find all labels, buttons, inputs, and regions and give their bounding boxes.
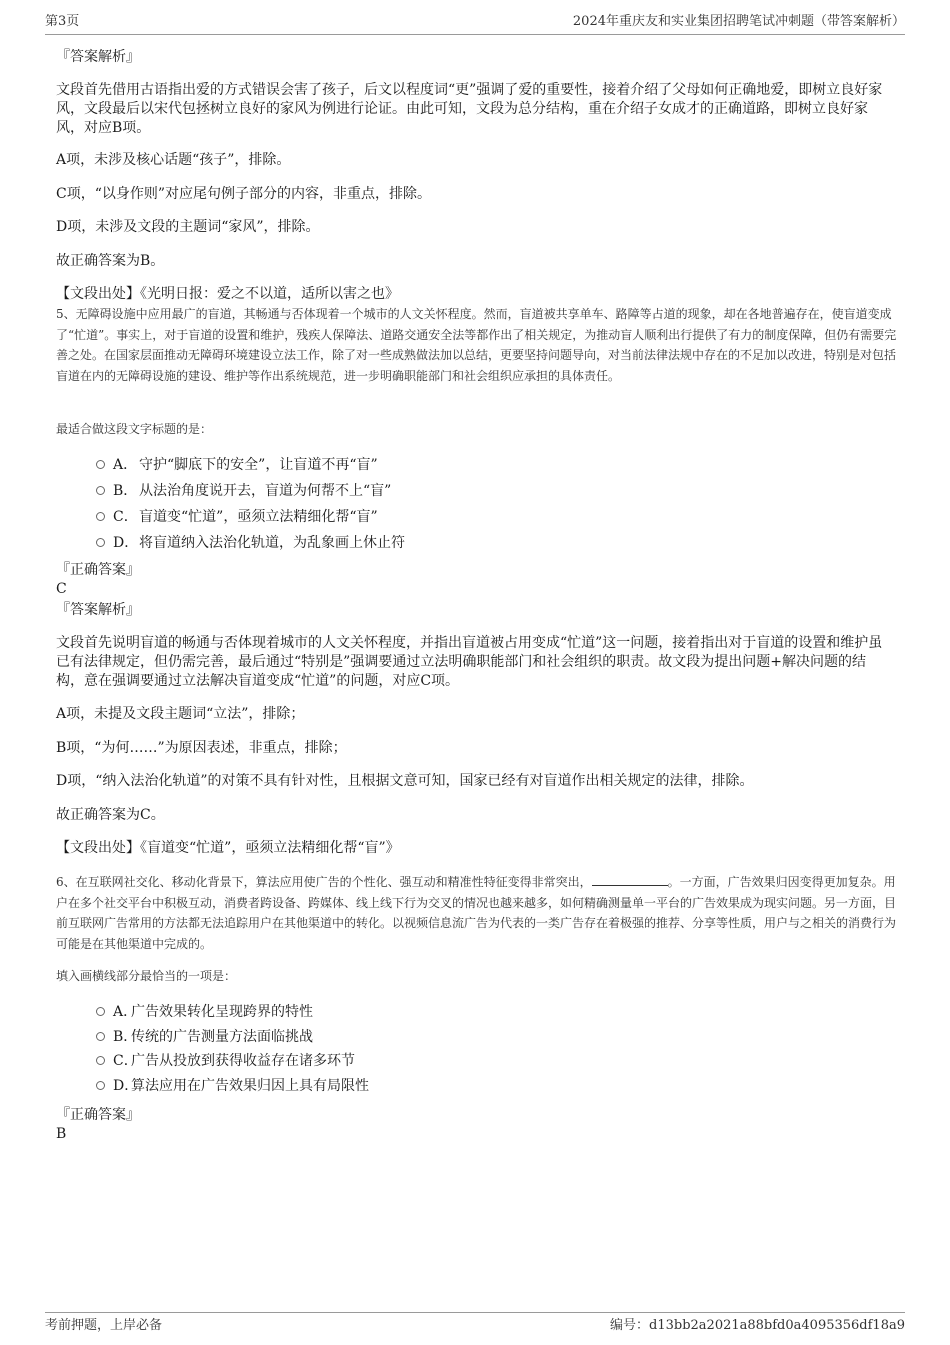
question-6-prompt: 填入画横线部分最恰当的一项是： bbox=[56, 969, 237, 983]
radio-icon[interactable] bbox=[96, 486, 105, 495]
note-q5-d: D项，“纳入法治化轨道”的对策不具有针对性，且根据文意可知，国家已经有对盲道作出相关规定的法律，排除。 bbox=[56, 773, 754, 789]
note-q5-b: B项，“为何……”为原因表述，非重点，排除； bbox=[56, 740, 347, 756]
note-q5-a: A项，未提及文段主题词“立法”，排除； bbox=[56, 706, 305, 722]
q6-option-b[interactable]: B．传统的广告测量方法面临挑战 bbox=[96, 1028, 313, 1046]
answer-label-q5: 『正确答案』 bbox=[56, 562, 140, 578]
analysis-label-q4: 『答案解析』 bbox=[56, 49, 140, 65]
radio-icon[interactable] bbox=[96, 1056, 105, 1065]
analysis-text-q4: 文段首先借用古语指出爱的方式错误会害了孩子，后文以程度词“更”强调了爱的重要性，接着介绍了父母如何正确地爱，即树立良好家风，文段最后以宋代包拯树立良好的家风为例进行论证。由此可知，文段为总分结构，重在介绍子女成才的正确道路，即树立良好家风，对应B项。 bbox=[56, 82, 883, 136]
page-footer bbox=[45, 1312, 905, 1335]
radio-icon[interactable] bbox=[96, 1007, 105, 1016]
footer-serial: 编号：d13bb2a2021a88bfd0a4095356df18a9 bbox=[610, 1318, 905, 1333]
footer-slogan: 考前押题，上岸必备 bbox=[45, 1318, 163, 1333]
page-number: 第3页 bbox=[45, 14, 80, 29]
q6-option-a[interactable]: A．广告效果转化呈现跨界的特性 bbox=[96, 1003, 313, 1021]
analysis-text-q5: 文段首先说明盲道的畅通与否体现着城市的人文关怀程度，并指出盲道被占用变成“忙道”这一问题，接着指出对于盲道的设置和维护虽已有法律规定，但仍需完善，最后通过“特别是”强调要通过立法明确职能部门和社会组织的职责。故文段为提出问题+解决问题的结构，意在强调要通过立法解决盲道变成“忙道”的问题，对应C项。 bbox=[56, 635, 883, 689]
question-5-stem: 5、无障碍设施中应用最广的盲道，其畅通与否体现着一个城市的人文关怀程度。然而，盲道被共享单车、路障等占道的现象，却在各地普遍存在，使盲道变成了“忙道”。事实上，对于盲道的设置和维护，残疾人保障法、道路交通安全法等都作出了相关规定，为推动盲人顺利出行提供了有力的制度保障，但仍有需要完善之处。在国家层面推动无障碍环境建设立法工作，除了对一些成熟做法加以总结，更要坚持问题导向，对当前法律法规中存在的不足加以改进，特别是对包括盲道在内的无障碍设施的建设、维护等作出系统规范，进一步明确职能部门和社会组织应承担的具体责任。 bbox=[56, 307, 897, 383]
q5-option-a[interactable]: A． 守护“脚底下的安全”，让盲道不再“盲” bbox=[96, 456, 378, 474]
radio-icon[interactable] bbox=[96, 1032, 105, 1041]
q6-option-c[interactable]: C．广告从投放到获得收益存在诸多环节 bbox=[96, 1052, 355, 1070]
q6-option-d[interactable]: D．算法应用在广告效果归因上具有局限性 bbox=[96, 1077, 369, 1095]
radio-icon[interactable] bbox=[96, 538, 105, 547]
radio-icon[interactable] bbox=[96, 512, 105, 521]
fill-blank bbox=[592, 873, 668, 886]
answer-q6: B bbox=[56, 1126, 67, 1142]
q5-option-c[interactable]: C．盲道变“忙道”，亟须立法精细化帮“盲” bbox=[96, 508, 378, 526]
answer-label-q6: 『正确答案』 bbox=[56, 1107, 140, 1123]
document-title: 2024年重庆友和实业集团招聘笔试冲刺题（带答案解析） bbox=[572, 14, 905, 29]
conclusion-q5: 故正确答案为C。 bbox=[56, 807, 165, 823]
answer-q5: C bbox=[56, 581, 67, 597]
conclusion-q4: 故正确答案为B。 bbox=[56, 253, 165, 269]
radio-icon[interactable] bbox=[96, 1081, 105, 1090]
radio-icon[interactable] bbox=[96, 460, 105, 469]
note-q4-c: C项，“以身作则”对应尾句例子部分的内容，非重点，排除。 bbox=[56, 186, 432, 202]
source-q5: 【文段出处】《盲道变“忙道”，亟须立法精细化帮“盲”》 bbox=[56, 840, 400, 856]
question-5-prompt: 最适合做这段文字标题的是： bbox=[56, 422, 213, 436]
question-6-stem: 6、在互联网社交化、移动化背景下，算法应用使广告的个性化、强互动和精准性特征变得非常突出， 。一方面，广告效果归因变得更加复杂。用户在多个社交平台中积极互动，消费者跨设备、跨媒体、线上线下行为交叉的情况也越来越多，如何精确测量单一平台的广告效果成为现实问题。另一方面，目前互联网广告常用的方法都无法追踪用户在其他渠道中的转化。以视频信息流广告为代表的一类广告存在着极强的推荐、分享等性质，用户与之相关的消费行为可能是在其他渠道中完成的。 bbox=[56, 875, 897, 951]
source-q4: 【文段出处】《光明日报：爱之不以道，适所以害之也》 bbox=[56, 286, 399, 302]
note-q4-a: A项，未涉及核心话题“孩子”，排除。 bbox=[56, 152, 291, 168]
analysis-label-q5: 『答案解析』 bbox=[56, 602, 140, 618]
note-q4-d: D项，未涉及文段的主题词“家风”，排除。 bbox=[56, 219, 320, 235]
q5-option-b[interactable]: B． 从法治角度说开去，盲道为何帮不上“盲” bbox=[96, 482, 391, 500]
page-header bbox=[45, 12, 905, 35]
q5-option-d[interactable]: D．将盲道纳入法治化轨道，为乱象画上休止符 bbox=[96, 534, 405, 552]
